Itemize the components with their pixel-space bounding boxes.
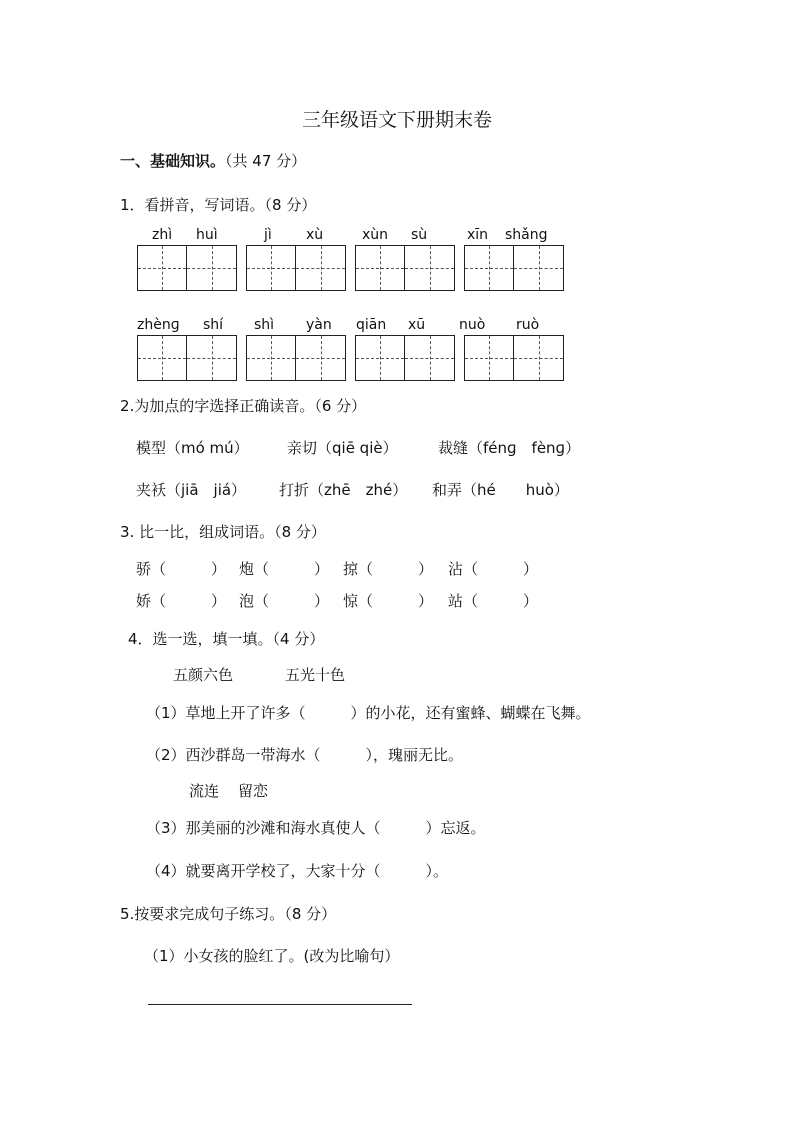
q1-label: 1．看拼音，写词语。（8 分） (120, 196, 317, 214)
q3-item: 站（ ） (448, 592, 539, 610)
q2-item: 打折（zhē zhé） (279, 481, 408, 499)
pinyin: zhènɡ (137, 317, 180, 333)
q4-sentence: （4）就要离开学校了，大家十分（ ）。 (146, 862, 449, 880)
q3-item: 泡（ ） (239, 592, 330, 610)
writing-grid[interactable] (137, 245, 237, 291)
writing-grid[interactable] (246, 245, 346, 291)
q2-item: 亲切（qiē qiè） (287, 439, 398, 457)
pinyin: shì (254, 317, 275, 333)
writing-grid[interactable] (355, 245, 455, 291)
pinyin: ruò (516, 317, 540, 333)
q2-item: 和弄（hé huò） (432, 481, 569, 499)
writing-grid[interactable] (246, 335, 346, 381)
section-1-score: （共 47 分） (225, 152, 307, 170)
writing-grid[interactable] (137, 335, 237, 381)
pinyin: xū (408, 317, 426, 333)
q4-option: 五颜六色 (173, 666, 234, 684)
q4-option: 流连 (189, 782, 220, 800)
q2-item: 裁缝（fénɡ fènɡ） (438, 439, 581, 457)
page-title: 三年级语文下册期末卷 (301, 109, 492, 131)
pinyin: nuò (459, 317, 486, 333)
q4-option: 五光十色 (285, 666, 346, 684)
pinyin: xù (306, 227, 324, 243)
q3-item: 炮（ ） (239, 560, 330, 578)
q4-sentence: （1）草地上开了许多（ ）的小花，还有蜜蜂、蝴蝶在飞舞。 (146, 704, 591, 722)
pinyin: huì (196, 227, 218, 243)
writing-grid[interactable] (464, 245, 564, 291)
section-1-heading (120, 150, 306, 171)
pinyin: xùn (362, 227, 389, 243)
pinyin: yàn (306, 317, 332, 333)
pinyin: jì (264, 227, 272, 243)
writing-grid[interactable] (464, 335, 564, 381)
q4-sentence: （2）西沙群岛一带海水（ ），瑰丽无比。 (146, 746, 464, 764)
pinyin: qiān (356, 317, 387, 333)
q4-sentence: （3）那美丽的沙滩和海水真使人（ ）忘返。 (146, 819, 486, 837)
q3-item: 沾（ ） (448, 560, 539, 578)
q2-label: 2.为加点的字选择正确读音。（6 分） (120, 397, 367, 415)
q3-label: 3. 比一比，组成词语。（8 分） (120, 523, 326, 541)
section-1-title: 一、基础知识。 (120, 152, 226, 170)
q5-label: 5.按要求完成句子练习。（8 分） (120, 905, 337, 923)
pinyin: sù (411, 227, 428, 243)
writing-grid[interactable] (355, 335, 455, 381)
q3-item: 娇（ ） (136, 592, 227, 610)
q3-item: 惊（ ） (343, 592, 434, 610)
q4-option: 留恋 (238, 782, 269, 800)
q2-item: 夹袄（jiā jiá） (136, 481, 247, 499)
q3-item: 骄（ ） (136, 560, 227, 578)
q3-item: 掠（ ） (343, 560, 434, 578)
pinyin: zhì (152, 227, 173, 243)
q5-sentence: （1）小女孩的脸红了。(改为比喻句） (144, 947, 400, 965)
pinyin: shí (203, 317, 224, 333)
q4-label: 4．选一选，填一填。（4 分） (128, 630, 325, 648)
pinyin: xīn (467, 227, 489, 243)
q2-item: 模型（mó mú） (136, 439, 249, 457)
pinyin: shǎng (505, 227, 548, 243)
answer-line[interactable] (148, 1004, 412, 1005)
